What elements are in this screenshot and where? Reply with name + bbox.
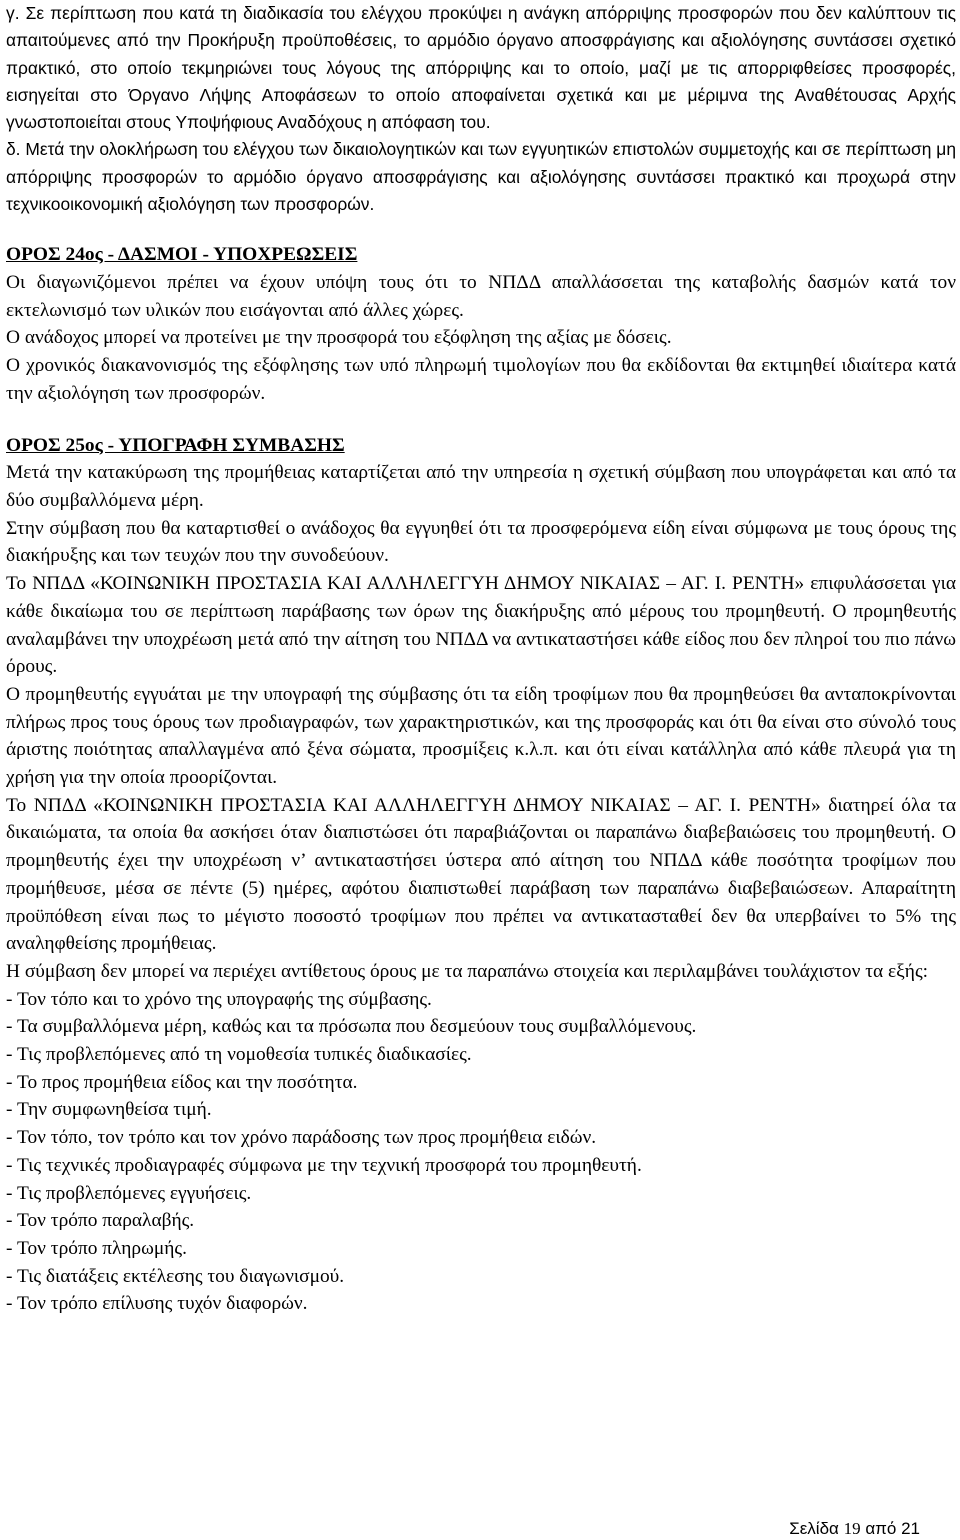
section-24-paragraph: Οι διαγωνιζόμενοι πρέπει να έχουν υπόψη τους ότι το ΝΠΔΔ απαλλάσσεται της καταβολής δασμών κατά τον εκτελωνισμό των υλικών που εισάγονται από άλλες χώρες. — [6, 272, 956, 321]
section-24 — [6, 241, 956, 407]
list-item: - Τον τρόπο πληρωμής. — [6, 1237, 187, 1259]
list-item: - Τις διατάξεις εκτέλεσης του διαγωνισμού. — [6, 1265, 345, 1287]
list-item: - Τον τόπο, τον τρόπο και τον χρόνο παράδοσης των προς προμήθεια ειδών. — [6, 1127, 597, 1149]
page-footer — [789, 1518, 920, 1540]
section-25-paragraph: Το ΝΠΔΔ «ΚΟΙΝΩΝΙΚΗ ΠΡΟΣΤΑΣΙΑ ΚΑΙ ΑΛΛΗΛΕΓΓΥΗ ΔΗΜΟΥ ΝΙΚΑΙΑΣ – ΑΓ. Ι. ΡΕΝΤΗ» διατηρεί όλα τα δικαιώματα, τα οποία θα ασκήσει όταν διαπιστώσει ότι παραβιάζονται οι παραπάνω διαβεβαιώσεις του προμηθευτή. Ο προμηθευτής έχει την υποχρέωση ν’ αντικαταστήσει ύστερα από αίτηση του ΝΠΔΔ κάθε ποσότητα τροφίμων που προμήθευσε, μέσα σε πέντε (5) ημέρες, αφότου διαπιστωθεί παράβαση των παραπάνω διαβεβαιώσεων. Απαραίτητη προϋπόθεση είναι πως το μέγιστο ποσοστό τροφίμων που πρέπει να αντικατασταθεί δεν θα υπερβαίνει το 5% της αναληφθείσης προμήθειας. — [6, 794, 956, 955]
section-24-paragraph: Ο ανάδοχος μπορεί να προτείνει με την προσφορά του εξόφληση της αξίας με δόσεις. — [6, 327, 672, 349]
section-25-paragraph: Η σύμβαση δεν μπορεί να περιέχει αντίθετους όρους με τα παραπάνω στοιχεία και περιλαμβάνει τουλάχιστον τα εξής: — [6, 960, 929, 982]
section-25-heading: ΟΡΟΣ 25ος - ΥΠΟΓΡΑΦΗ ΣΥΜΒΑΣΗΣ — [6, 434, 345, 456]
list-item: - Τον τρόπο επίλυσης τυχόν διαφορών. — [6, 1293, 308, 1315]
section-25 — [6, 432, 956, 1319]
list-item: - Τις τεχνικές προδιαγραφές σύμφωνα με την τεχνική προσφορά του προμηθευτή. — [6, 1154, 642, 1176]
top-paragraphs — [6, 0, 956, 218]
footer-label: Σελίδα — [789, 1519, 839, 1538]
paragraph-delta: δ. Μετά την ολοκλήρωση του ελέγχου των δικαιολογητικών και των εγγυητικών επιστολών συμμετοχής και σε περίπτωση μη απόρριψης προσφορών το αρμόδιο όργανο αποσφράγισης και αξιολόγησης συντάσσει πρακτικό και προχωρά στην τεχνικοοικονομική αξιολόγηση των προσφορών. — [6, 139, 956, 215]
section-25-paragraph: Ο προμηθευτής εγγυάται με την υπογραφή της σύμβασης ότι τα είδη τροφίμων που θα προμηθεύσει θα ανταποκρίνονται πλήρως προς τους όρους των προδιαγραφών, των χαρακτηριστικών, και της προσφοράς και ότι θα είναι στο σύνολό τους άριστης ποιότητας απαλλαγμένα από ξένα σώματα, προσμίξεις κ.λ.π. και ότι είναι κατάλληλα από κάθε πλευρά για τη χρήση για την οποία προορίζονται. — [6, 683, 956, 789]
footer-page-number: 19 — [843, 1519, 861, 1538]
list-item: - Την συμφωνηθείσα τιμή. — [6, 1099, 212, 1121]
section-25-paragraph: Μετά την κατακύρωση της προμήθειας καταρτίζεται από την υπηρεσία η σχετική σύμβαση που υπογράφεται και από τα δύο συμβαλλόμενα μέρη. — [6, 462, 956, 511]
footer-label-mid: από — [865, 1519, 897, 1538]
section-25-paragraph: Το ΝΠΔΔ «ΚΟΙΝΩΝΙΚΗ ΠΡΟΣΤΑΣΙΑ ΚΑΙ ΑΛΛΗΛΕΓΓΥΗ ΔΗΜΟΥ ΝΙΚΑΙΑΣ – ΑΓ. Ι. ΡΕΝΤΗ» επιφυλάσσεται για κάθε δικαίωμα του σε περίπτωση παράβασης των όρων της διακήρυξης από μέρους του προμηθευτή. Ο προμηθευτής αναλαμβάνει την υποχρέωση μετά από την αίτηση του ΝΠΔΔ να αντικαταστήσει κάθε είδος που δεν πληροί του πιο πάνω όρους. — [6, 573, 956, 678]
list-item: - Τις προβλεπόμενες από τη νομοθεσία τυπικές διαδικασίες. — [6, 1044, 472, 1066]
footer-total-pages: 21 — [901, 1519, 920, 1538]
section-24-heading: ΟΡΟΣ 24ος - ΔΑΣΜΟΙ - ΥΠΟΧΡΕΩΣΕΙΣ — [6, 244, 358, 266]
list-item: - Το προς προμήθεια είδος και την ποσότητα. — [6, 1071, 358, 1093]
list-item: - Τα συμβαλλόμενα μέρη, καθώς και τα πρόσωπα που δεσμεύουν τους συμβαλλόμενους. — [6, 1016, 697, 1038]
list-item: - Τον τρόπο παραλαβής. — [6, 1210, 195, 1232]
section-25-paragraph: Στην σύμβαση που θα καταρτισθεί ο ανάδοχος θα εγγυηθεί ότι τα προσφερόμενα είδη είναι σύμφωνα με τους όρους της διακήρυξης και των τευχών που την συνοδεύουν. — [6, 517, 956, 567]
contract-terms-list — [6, 986, 956, 1318]
list-item: - Τον τόπο και το χρόνο της υπογραφής της σύμβασης. — [6, 988, 432, 1010]
list-item: - Τις προβλεπόμενες εγγυήσεις. — [6, 1182, 252, 1204]
document-body — [6, 0, 956, 1318]
section-24-paragraph: Ο χρονικός διακανονισμός της εξόφλησης των υπό πληρωμή τιμολογίων που θα εκδίδονται θα εκτιμηθεί ιδιαίτερα κατά την αξιολόγηση των προσφορών. — [6, 355, 956, 404]
paragraph-gamma: γ. Σε περίπτωση που κατά τη διαδικασία του ελέγχου προκύψει η ανάγκη απόρριψης προσφορών που δεν καλύπτουν τις απαιτούμενες από την Προκήρυξη προϋποθέσεις, το αρμόδιο όργανο αποσφράγισης και αξιολόγησης συντάσσει σχετικό πρακτικό, στο οποίο τεκμηριώνει τους λόγους της απόρριψης και το οποίο, μαζί με τις απορριφθείσες προσφορές, εισηγείται στο Όργανο Λήψης Αποφάσεων το οποίο αποφαίνεται σχετικά και με μέριμνα της Αναθέτουσας Αρχής γνωστοποιείται στους Υποψήφιους Αναδόχους η απόφαση του. — [6, 3, 956, 133]
